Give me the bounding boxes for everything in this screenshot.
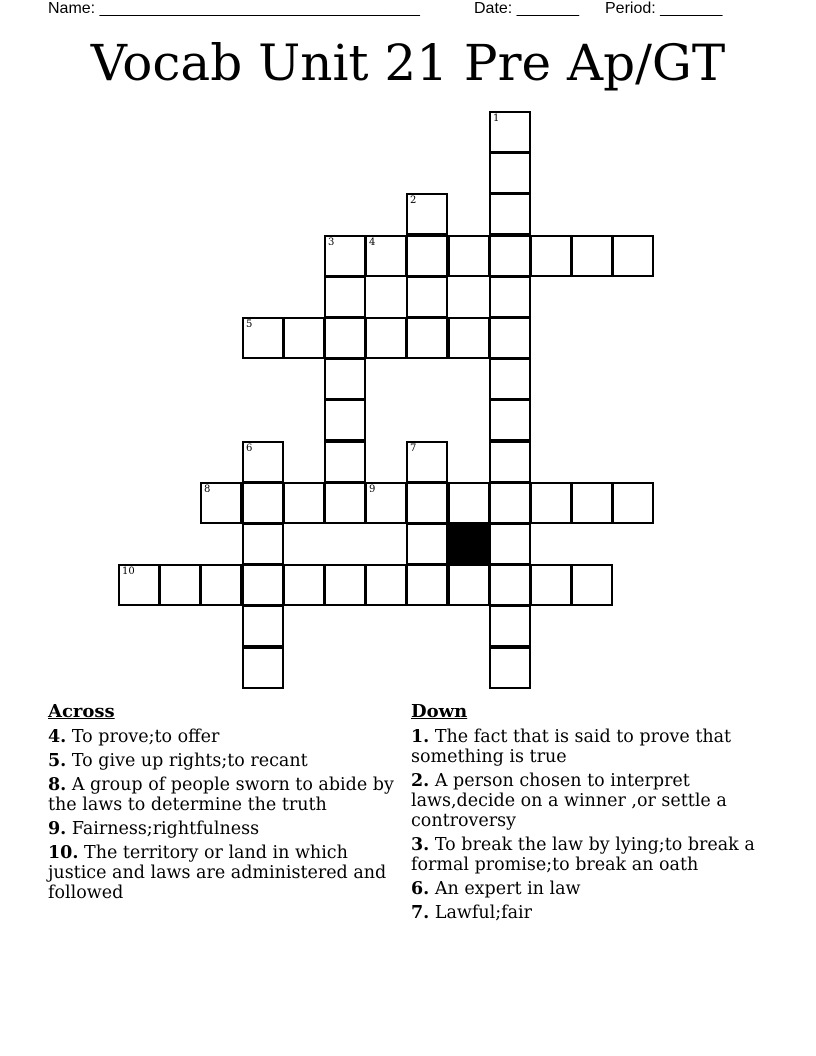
- crossword-cell[interactable]: [489, 276, 531, 318]
- crossword-cell[interactable]: [489, 441, 531, 483]
- crossword-cell[interactable]: [489, 235, 531, 277]
- crossword-cell[interactable]: [612, 482, 654, 524]
- clue-text: A group of people sworn to abide by the laws to determine the truth: [48, 775, 394, 815]
- across-clue-5: [48, 751, 396, 771]
- crossword-cell[interactable]: [489, 482, 531, 524]
- crossword-cell[interactable]: [571, 235, 613, 277]
- crossword-cell[interactable]: [283, 564, 325, 606]
- clue-text: An expert in law: [434, 879, 581, 899]
- across-heading: Across: [48, 701, 115, 722]
- crossword-cell[interactable]: [159, 564, 201, 606]
- clue-number-label: 7: [410, 443, 417, 454]
- crossword-cell[interactable]: [489, 111, 531, 153]
- clue-number-label: 3: [328, 237, 335, 248]
- crossword-cell[interactable]: [448, 482, 490, 524]
- crossword-cell[interactable]: [489, 647, 531, 689]
- across-clue-4: [48, 727, 396, 747]
- clue-text: To give up rights;to recant: [71, 751, 308, 771]
- down-clue-7: [411, 903, 761, 923]
- clue-text: The territory or land in which justice and laws are administered and followed: [48, 843, 387, 903]
- crossword-cell[interactable]: [406, 564, 448, 606]
- crossword-cell[interactable]: [324, 235, 366, 277]
- crossword-cell[interactable]: [489, 605, 531, 647]
- crossword-cell[interactable]: [489, 564, 531, 606]
- crossword-cell[interactable]: [448, 317, 490, 359]
- crossword-cell[interactable]: [365, 564, 407, 606]
- clue-text: To prove;to offer: [71, 727, 220, 747]
- across-clue-8: [48, 775, 396, 815]
- crossword-cell[interactable]: [612, 235, 654, 277]
- crossword-cell[interactable]: [406, 317, 448, 359]
- crossword-cell[interactable]: [530, 235, 572, 277]
- down-clue-3: [411, 835, 761, 875]
- clue-number: 4.: [48, 727, 67, 747]
- clue-text: A person chosen to interpret laws,decide on a winner ,or settle a controversy: [411, 771, 727, 831]
- crossword-cell[interactable]: [324, 358, 366, 400]
- clue-number: 5.: [48, 751, 67, 771]
- crossword-cell[interactable]: [242, 317, 284, 359]
- crossword-cell[interactable]: [489, 152, 531, 194]
- date-field-label[interactable]: Date: _______: [474, 0, 579, 17]
- clue-number-label: 1: [493, 113, 500, 124]
- crossword-cell[interactable]: [571, 482, 613, 524]
- crossword-cell[interactable]: [242, 523, 284, 565]
- crossword-cell[interactable]: [406, 482, 448, 524]
- crossword-cell[interactable]: [324, 317, 366, 359]
- crossword-cell[interactable]: [200, 482, 242, 524]
- crossword-cell[interactable]: [406, 276, 448, 318]
- crossword-cell[interactable]: [242, 605, 284, 647]
- clue-number-label: 4: [369, 237, 376, 248]
- clue-text: To break the law by lying;to break a formal promise;to break an oath: [411, 835, 755, 875]
- crossword-cell[interactable]: [242, 482, 284, 524]
- crossword-cell[interactable]: [489, 523, 531, 565]
- crossword-cell[interactable]: [406, 441, 448, 483]
- crossword-cell[interactable]: [448, 564, 490, 606]
- clue-number: 1.: [411, 727, 430, 747]
- crossword-cell[interactable]: [489, 399, 531, 441]
- clue-number: 9.: [48, 819, 67, 839]
- crossword-cell[interactable]: [324, 482, 366, 524]
- clue-number-label: 9: [369, 484, 376, 495]
- crossword-cell[interactable]: [406, 193, 448, 235]
- clue-text: Lawful;fair: [434, 903, 533, 923]
- crossword-cell[interactable]: [365, 317, 407, 359]
- crossword-cell[interactable]: [530, 564, 572, 606]
- page-title: Vocab Unit 21 Pre Ap/GT: [90, 34, 726, 92]
- across-clue-9: [48, 819, 396, 839]
- clue-number: 2.: [411, 771, 430, 791]
- clue-number-label: 2: [410, 195, 417, 206]
- clue-number-label: 10: [122, 566, 135, 577]
- crossword-cell[interactable]: [406, 235, 448, 277]
- crossword-cell[interactable]: [242, 564, 284, 606]
- crossword-cell[interactable]: [324, 441, 366, 483]
- clue-number: 3.: [411, 835, 430, 855]
- black-square: [448, 523, 490, 565]
- down-clue-1: [411, 727, 761, 767]
- down-clue-2: [411, 771, 761, 831]
- clue-text: Fairness;rightfulness: [71, 819, 260, 839]
- crossword-cell[interactable]: [489, 193, 531, 235]
- across-clues: [48, 701, 396, 903]
- crossword-cell[interactable]: [118, 564, 160, 606]
- name-field-label[interactable]: Name: ____________________________________: [48, 0, 420, 17]
- clue-number: 10.: [48, 843, 79, 863]
- down-clue-6: [411, 879, 761, 899]
- crossword-cell[interactable]: [324, 564, 366, 606]
- crossword-cell[interactable]: [365, 235, 407, 277]
- down-clues: [411, 701, 761, 923]
- clue-number: 8.: [48, 775, 67, 795]
- crossword-cell[interactable]: [365, 482, 407, 524]
- crossword-cell[interactable]: [324, 276, 366, 318]
- crossword-cell[interactable]: [489, 317, 531, 359]
- clue-number: 6.: [411, 879, 430, 899]
- crossword-cell[interactable]: [200, 564, 242, 606]
- period-field-label[interactable]: Period: _______: [605, 0, 723, 17]
- crossword-cell[interactable]: [283, 317, 325, 359]
- crossword-cell[interactable]: [489, 358, 531, 400]
- crossword-cell[interactable]: [324, 399, 366, 441]
- crossword-cell[interactable]: [406, 523, 448, 565]
- crossword-cell[interactable]: [242, 441, 284, 483]
- down-heading: Down: [411, 701, 468, 722]
- clue-number-label: 5: [246, 319, 253, 330]
- clue-number-label: 6: [246, 443, 253, 454]
- crossword-cell[interactable]: [530, 482, 572, 524]
- clue-number-label: 8: [204, 484, 211, 495]
- clue-number: 7.: [411, 903, 430, 923]
- crossword-cell[interactable]: [448, 235, 490, 277]
- clue-text: The fact that is said to prove that something is true: [411, 727, 732, 767]
- crossword-cell[interactable]: [571, 564, 613, 606]
- crossword-cell[interactable]: [242, 647, 284, 689]
- crossword-cell[interactable]: [283, 482, 325, 524]
- across-clue-10: [48, 843, 396, 903]
